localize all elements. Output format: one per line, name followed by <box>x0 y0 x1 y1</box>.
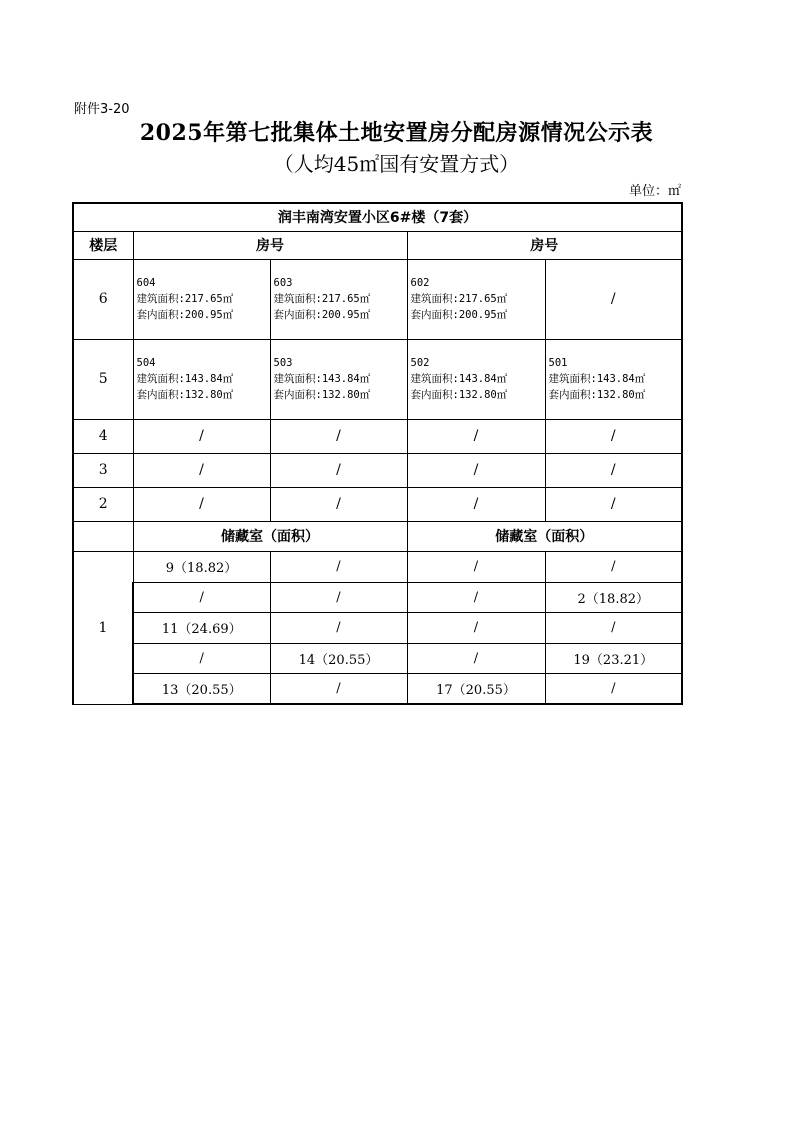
unit-gross-area: 建筑面积:217.65㎡ <box>136 293 234 305</box>
floor-label: 2 <box>73 487 133 521</box>
empty-cell: / <box>133 419 270 453</box>
building-title-row <box>73 203 682 231</box>
floor-row-3 <box>73 453 682 487</box>
storage-row <box>73 673 682 704</box>
storage-row <box>73 551 682 582</box>
storage-cell: 11（24.69） <box>133 612 270 643</box>
storage-header-row <box>73 521 682 551</box>
unit-inner-area: 套内面积:200.95㎡ <box>410 309 508 321</box>
unit-number: 503 <box>273 357 293 369</box>
storage-cell: / <box>407 643 545 673</box>
storage-cell: / <box>133 643 270 673</box>
storage-cell: 13（20.55） <box>133 673 270 704</box>
storage-cell: / <box>270 612 407 643</box>
unit-cell <box>270 259 407 339</box>
unit-cell <box>407 259 545 339</box>
unit-inner-area: 套内面积:200.95㎡ <box>273 309 371 321</box>
empty-cell: / <box>545 453 682 487</box>
unit-cell <box>545 339 682 419</box>
building-title: 润丰南湾安置小区6#楼（7套） <box>73 203 682 231</box>
unit-cell <box>133 339 270 419</box>
blank-cell <box>73 521 133 551</box>
empty-cell: / <box>545 419 682 453</box>
unit-inner-area: 套内面积:132.80㎡ <box>136 389 234 401</box>
empty-cell: / <box>133 487 270 521</box>
floor-label: 1 <box>73 551 133 704</box>
unit-gross-area: 建筑面积:217.65㎡ <box>273 293 371 305</box>
storage-cell: / <box>407 612 545 643</box>
empty-cell: / <box>133 453 270 487</box>
floor-label: 5 <box>73 339 133 419</box>
header-floor: 楼层 <box>73 231 133 259</box>
storage-cell: / <box>133 582 270 612</box>
storage-cell: / <box>545 673 682 704</box>
unit-number: 501 <box>548 357 568 369</box>
storage-cell: 14（20.55） <box>270 643 407 673</box>
unit-inner-area: 套内面积:200.95㎡ <box>136 309 234 321</box>
storage-cell: 2（18.82） <box>545 582 682 612</box>
storage-cell: / <box>545 612 682 643</box>
storage-cell: 9（18.82） <box>133 551 270 582</box>
unit-inner-area: 套内面积:132.80㎡ <box>273 389 371 401</box>
storage-cell: / <box>407 582 545 612</box>
floor-label: 3 <box>73 453 133 487</box>
empty-cell: / <box>407 453 545 487</box>
unit-number: 603 <box>273 277 293 289</box>
empty-cell: / <box>407 419 545 453</box>
unit-gross-area: 建筑面积:217.65㎡ <box>410 293 508 305</box>
unit-gross-area: 建筑面积:143.84㎡ <box>410 373 508 385</box>
empty-cell: / <box>270 419 407 453</box>
unit-number: 502 <box>410 357 430 369</box>
column-header-row <box>73 231 682 259</box>
unit-gross-area: 建筑面积:143.84㎡ <box>548 373 646 385</box>
header-room-right: 房号 <box>407 231 682 259</box>
storage-cell: 19（23.21） <box>545 643 682 673</box>
floor-label: 6 <box>73 259 133 339</box>
empty-cell: / <box>407 487 545 521</box>
floor-row-2 <box>73 487 682 521</box>
unit-cell <box>270 339 407 419</box>
unit-number: 504 <box>136 357 156 369</box>
unit-number: 604 <box>136 277 156 289</box>
storage-cell: / <box>270 551 407 582</box>
floor-label: 4 <box>73 419 133 453</box>
page-title: 2025年第七批集体土地安置房分配房源情况公示表 <box>139 120 654 146</box>
unit-label: 单位：㎡ <box>628 184 681 199</box>
storage-row <box>73 582 682 612</box>
floor-row-5 <box>73 339 682 419</box>
unit-cell <box>407 339 545 419</box>
storage-cell: 17（20.55） <box>407 673 545 704</box>
storage-cell: / <box>270 673 407 704</box>
storage-cell: / <box>407 551 545 582</box>
floor-row-4 <box>73 419 682 453</box>
unit-gross-area: 建筑面积:143.84㎡ <box>136 373 234 385</box>
unit-inner-area: 套内面积:132.80㎡ <box>548 389 646 401</box>
unit-number: 602 <box>410 277 430 289</box>
allocation-table <box>72 202 683 705</box>
unit-cell <box>133 259 270 339</box>
storage-cell: / <box>270 582 407 612</box>
unit-inner-area: 套内面积:132.80㎡ <box>410 389 508 401</box>
storage-header-left: 储藏室（面积） <box>133 521 407 551</box>
unit-gross-area: 建筑面积:143.84㎡ <box>273 373 371 385</box>
storage-row <box>73 643 682 673</box>
floor-row-6 <box>73 259 682 339</box>
page-subtitle: （人均45㎡国有安置方式） <box>273 152 520 176</box>
storage-header-right: 储藏室（面积） <box>407 521 682 551</box>
attachment-label: 附件3-20 <box>74 102 130 117</box>
header-room-left: 房号 <box>133 231 407 259</box>
storage-cell: / <box>545 551 682 582</box>
storage-row <box>73 612 682 643</box>
empty-cell: / <box>545 259 682 339</box>
empty-cell: / <box>270 453 407 487</box>
empty-cell: / <box>270 487 407 521</box>
empty-cell: / <box>545 487 682 521</box>
